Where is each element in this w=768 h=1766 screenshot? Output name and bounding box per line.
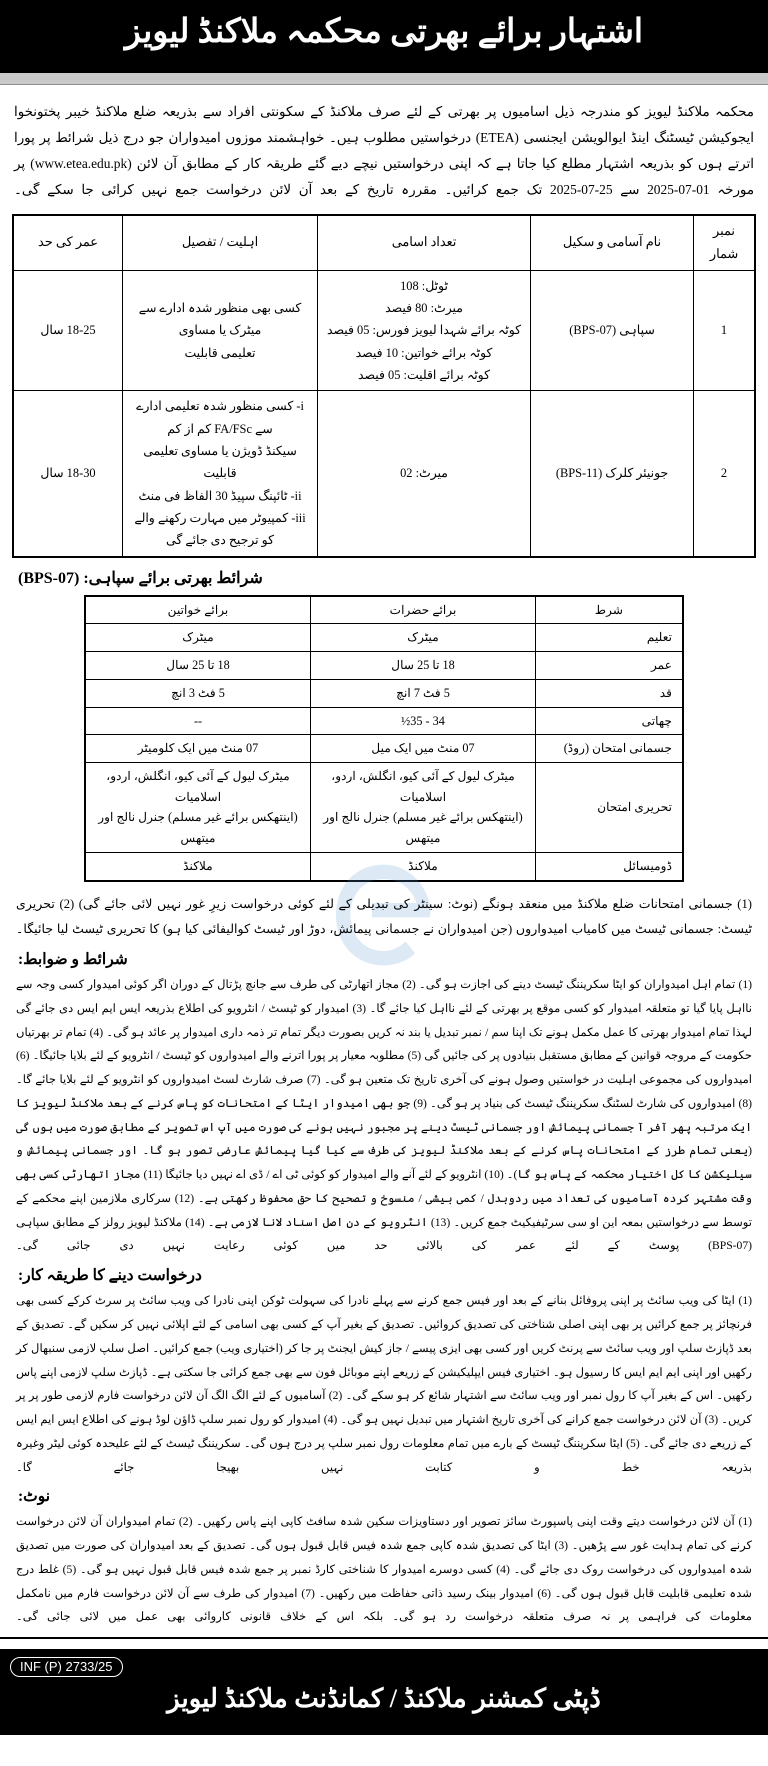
- condition-men-value: 34 - 35½: [311, 707, 536, 735]
- condition-men-value: ملاکنڈ: [311, 852, 536, 880]
- document-body: [0, 85, 768, 1629]
- terms-body: [16, 973, 752, 1258]
- condition-label: قد: [536, 679, 684, 707]
- conditions-table: [84, 595, 684, 882]
- conditions-heading: شرائط بھرتی برائے سپاہی: (BPS-07): [18, 569, 263, 587]
- condition-men-value: 18 تا 25 سال: [311, 652, 536, 680]
- row-eligibility: [123, 270, 318, 391]
- condition-label: جسمانی امتحان (روڈ): [536, 735, 684, 763]
- condition-women-value: 07 منٹ میں ایک کلومیٹر: [85, 735, 311, 763]
- note-text: (1) آن لائن درخواست دیتے وقت اپنی پاسپورٹ سائز تصویر اور دستاویزات سکین شدہ سافٹ کاپی اپنے پاس رکھیں۔ (2) تمام امیدواران آن لائن درخواست کرنے کی تمام ہدایت غور سے پڑھیں۔ (3) ایٹا کی تصدیق شدہ کاپی جمع شدہ فیس قابل قبول ہوں گی۔ تصدیق کے بعد امیدواران کی صورت میں تصدیق شدہ امیدواروں کی درخواست روک دی جائے گی۔ (4) کسی دوسرے امیدوار کا شناختی کارڈ نمبر پر جمع شدہ فیس قابل قبول نہیں ہو گی۔ (5) غلط درج شدہ تعلیمی قابلیت قابل قبول ہوں گی۔ (6) امیدوار بینک رسید ذاتی حفاظت میں رکھیں۔ (7) امیدوار کی طرف سے آن لائن درخواست فارم میں نامکمل معلومات کی فراہمی پر نہ صرف متعلقہ درخواست رد ہو گی۔ بلکہ اس کے خلاف قانونی کاروائی بھی عمل میں لائی جائی گی۔: [16, 1515, 752, 1624]
- row-serial: 1: [694, 270, 756, 391]
- note-body: [16, 1510, 752, 1629]
- row-age-limit: 18-30 سال: [13, 391, 123, 557]
- header-divider: [0, 72, 768, 85]
- vacancy-line: کوٹہ برائے شہدا لیویز فورس: 05 فیصد: [326, 323, 521, 338]
- table-row: [85, 652, 683, 680]
- row-post-name: جونیئر کلرک (BPS-11): [531, 391, 694, 557]
- column-header-eligibility: اہلیت / تفصیل: [123, 215, 318, 271]
- table-row: [85, 762, 683, 852]
- condition-label: تعلیم: [536, 624, 684, 652]
- table-row: [13, 391, 755, 557]
- written-men-line: میٹرک لیول کے آئی کیو، انگلش، اردو، اسلامیات: [331, 768, 515, 804]
- row-serial: 2: [694, 391, 756, 557]
- posts-table-header-row: [13, 215, 755, 271]
- row-post-name: سپاہی (BPS-07): [531, 270, 694, 391]
- column-header-women: برائے خواتین: [85, 596, 311, 624]
- test-notes: (1) جسمانی امتحانات ضلع ملاکنڈ میں منعقد ہونگے (نوٹ: سینٹر کی تبدیلی کے لئے کوئی درخواست زیرِ غور نہیں لائی جائے گی) (2) تحریری ٹیسٹ: جسمانی ٹیسٹ میں کامیاب امیدواروں (جن امیدواران نے جسمانی پیمائش، دوڑ اور ٹیسٹ کوالیفائی کیا ہو) کا تحریری ٹیسٹ لیا جائیگا۔: [16, 896, 752, 936]
- page-title: اشتہار برائے بھرتی محکمہ ملاکنڈ لیویز: [124, 14, 644, 51]
- written-women-line: (اینتھکس برائے غیر مسلم) جنرل نالج اور میتھس: [98, 810, 298, 846]
- row-vacancy-count: [318, 270, 531, 391]
- procedure-heading: درخواست دینے کا طریقہ کار:: [18, 1267, 202, 1285]
- written-women-line: میٹرک لیول کے آئی کیو، انگلش، اردو، اسلامیات: [106, 768, 290, 804]
- column-header-age-limit: عمر کی حد: [13, 215, 123, 271]
- table-row: [85, 679, 683, 707]
- table-row: [85, 852, 683, 880]
- column-header-condition: شرط: [536, 596, 684, 624]
- vacancy-line: میرٹ: 02: [400, 466, 448, 481]
- column-header-post-name: نام آسامی و سکیل: [531, 215, 694, 271]
- vacancy-line: کوٹہ برائے خواتین: 10 فیصد: [355, 345, 493, 360]
- row-age-limit: 18-25 سال: [13, 270, 123, 391]
- condition-men-value: 5 فٹ 7 انچ: [311, 679, 536, 707]
- row-eligibility: [123, 391, 318, 557]
- condition-women-value: 18 تا 25 سال: [85, 652, 311, 680]
- condition-women-value: ملاکنڈ: [85, 852, 311, 880]
- condition-women-value: میٹرک: [85, 624, 311, 652]
- eligibility-line: کسی بھی منظور شدہ ادارے سے میٹرک یا مساوی: [138, 300, 302, 338]
- row-vacancy-count: [318, 391, 531, 557]
- eligibility-line: تعلیمی قابلیت: [184, 345, 256, 360]
- written-men-line: (اینتھکس برائے غیر مسلم) جنرل نالج اور میتھس: [323, 810, 523, 846]
- inf-number-badge: INF (P) 2733/25: [10, 1657, 123, 1677]
- table-row: [13, 270, 755, 391]
- condition-men-value: [311, 762, 536, 852]
- condition-label: ڈومیسائل: [536, 852, 684, 880]
- eligibility-line: ii- ٹائپنگ سپیڈ 30 الفاظ فی منٹ: [138, 488, 302, 503]
- eligibility-line: i- کسی منظور شدہ تعلیمی ادارے سے FA/FSc کم از کم: [136, 399, 304, 436]
- conditions-table-wrapper: [12, 595, 756, 882]
- column-header-serial: نمبر شمار: [694, 215, 756, 271]
- footer-divider: [0, 1637, 768, 1639]
- page-footer: [0, 1649, 768, 1735]
- condition-label: عمر: [536, 652, 684, 680]
- table-row: [85, 707, 683, 735]
- table-row: [85, 735, 683, 763]
- column-header-men: برائے حضرات: [311, 596, 536, 624]
- note-heading: نوٹ:: [18, 1488, 51, 1506]
- vacancy-line: ٹوٹل: 108: [400, 278, 448, 293]
- eligibility-line: سیکنڈ ڈویژن یا مساوی تعلیمی قابلیت: [143, 443, 297, 481]
- eligibility-line: iii- کمپیوٹر میں مہارت رکھنے والے کو ترجیح دی جائے گی: [134, 510, 306, 548]
- column-header-vacancy-count: تعداد اسامی: [318, 215, 531, 271]
- intro-paragraph: محکمہ ملاکنڈ لیویز کو مندرجہ ذیل اسامیوں پر بھرتی کے لئے صرف ملاکنڈ کے سکونتی افراد سے بذریعہ ضلع ملاکنڈ خیبر پختونخوا ایجوکیشن ٹیسٹنگ اینڈ ایوالویشن ایجنسی (ETEA) درخواستیں مطلوب ہیں۔ خواہشمند موزوں امیدواران جو درج ذیل شرائط پر پورا اترتے ہوں کو بذریعہ اشتہار مطلع کیا جاتا ہے کہ اپنی درخواستیں نیچے دیے گئے طریقہ کار کے مطابق آن لائن (www.etea.edu.pk) پر مورخہ 01-07-2025 سے 25-07-2025 تک جمع کرائیں۔ مقررہ تاریخ کے بعد آن لائن درخواست جمع نہیں کرائی جا سکے گی۔: [14, 104, 754, 198]
- signatory-title: ڈپٹی کمشنر ملاکنڈ / کمانڈنٹ ملاکنڈ لیویز: [167, 1684, 601, 1714]
- condition-label: چھاتی: [536, 707, 684, 735]
- page-masthead: [0, 0, 768, 72]
- procedure-body: [16, 1289, 752, 1479]
- procedure-text: (1) ایٹا کی ویب سائٹ پر اپنی پروفائل بنانے کے بعد اور فیس جمع کرنے سے پہلے نادرا کی سہولت ٹوکن اپنی نادرا کی ویب سائٹ پر سرٹ کرکے کسی بھی فرنچائز پر جمع کرائیں پر بھی اپنی اصلی شناختی کی تصدیق کروائیں۔ تصدیق کے بغیر آپ کے کسی بھی اسامی کے لئے اپلائی نہیں کر سکیں گے۔ تصدیق کے بعد ڈپازٹ سلپ اور ویب سائٹ سے پرنٹ کریں اور کسی بھی ایزی پیسے / جاز کیش ایجنٹ پر جا کر (اختیاری ویب) جمع کرائیں۔ اصل سلپ لازمی سنبھال کر رکھیں اور اپنی ایم ایم ایس کا رسیول ہو۔ اختیاری فیس ایپلیکیشن کے زریعے اپنے موبائل فون سے بھی جمع کرائی جا سکتی ہے۔ ڈپازٹ سلپ لازمی اپنے پاس رکھیں۔ اس کے بغیر آپ کا رول نمبر اور ویب سائٹ سے اشتہار شائع کر ہو سکے گی۔ (2) آسامیوں کے لئے الگ الگ آن لائن درخواست فارم لازمی طور پر پر کریں۔ (3) آن لائن درخواست جمع کرانے کی آخری تاریخ اشتہار میں تبدیل نہیں ہو گی۔ (4) امیدوار کو رول نمبر سلپ ڈاؤن لوڈ ہونے کی اطلاع ایس ایم ایس کے زریعے دی جائے گی۔ (5) ایٹا سکریننگ ٹیسٹ کے بارے میں تمام معلومات رول نمبر سلپ پر درج ہوں گی۔ سکریننگ ٹیسٹ کے لئے علیحدہ کوئی لیٹر وغیرہ بذریعہ خط و کتابت نہیں بھیجا جائے گا۔: [16, 1294, 752, 1474]
- condition-men-value: 07 منٹ میں ایک میل: [311, 735, 536, 763]
- condition-men-value: میٹرک: [311, 624, 536, 652]
- posts-table: [12, 214, 756, 558]
- conditions-header-row: [85, 596, 683, 624]
- condition-women-value: [85, 762, 311, 852]
- condition-label: تحریری امتحان: [536, 762, 684, 852]
- table-row: [85, 624, 683, 652]
- condition-women-value: 5 فٹ 3 انچ: [85, 679, 311, 707]
- vacancy-line: کوٹہ برائے اقلیت: 05 فیصد: [358, 367, 490, 382]
- condition-women-value: --: [85, 707, 311, 735]
- terms-heading: شرائط و ضوابط:: [18, 951, 128, 969]
- terms-text: (1) تمام اہل امیدواران کو ایٹا سکریننگ ٹیسٹ دینے کی اجازت ہو گی۔ (2) مجاز اتھارٹی کی طرف سے جانچ پڑتال کے دوران اگر کوئی امیدوار کسی وجہ سے نااہل پایا گیا تو متعلقہ امیدوار کو کسی موقع پر بھرتی کے لئے نااہل کیا جائے گا۔ (3) امیدوار کو ٹیسٹ / انٹرویو کی اطلاع بذریعہ ایس ایم ایس دی جائے گی لہذا تمام امیدوار بھرتی کا عمل مکمل ہونے تک اپنا سم / نمبر تبدیل یا بند نہ کریں بصورت دیگر تمام تر ذمہ داری امیدوار پر عائد ہو گی۔ (4) تمام تر بھرتیاں حکومت کے مروجہ قوانین کے مطابق مستقبل بنیادوں پر کی جائیں گی (5) مطلوبہ معیار پر پورا اترنے والے امیدواروں کو ٹیسٹ / انٹرویو کے لئے بلایا جائیگا۔ (6) امیدواروں کی مجموعی اہلیت در خواستیں وصول ہونے کی آخری تاریخ تک متعین ہو گی۔ (7) صرف شارٹ لسٹ امیدواروں کو انٹرویو کے لئے بلایا جائے گا۔ (8) امیدواروں کی شارٹ لسٹنگ سکریننگ ٹیسٹ کی بنیاد پر ہو گی۔ (9) جو بھی امیدوار ایٹا کے امتحانات کو پاس کرنے کے بعد ملاکنڈ لیویز کا ایک مرتبہ پھر آفر آ جسمانی پیمائش اور جسمانی ٹیسٹ دینے پر مجبور نہیں ہونے کی صورت میں آپ اس تصویر کے مطابق صورت میں ہوں گی (یعنی تمام طرز کے امتحانات پاس کرنے کے بعد ملاکنڈ لیویز کی طرف سے کیا گیا پیمائش عارضی تصور ہو گا۔ اور جسمانی پیمائش و سیلیکشن کا کل اختیار محکمہ کے پاس ہو گا)۔ (10) انٹرویو کے لئے آنے والے امیدوار کو کوئی ٹی اے / ڈی اے نہیں دیا جائیگا (11) مجاز اتھارٹی کسی بھی وقت مشتہر کردہ آسامیوں کی تعداد میں ردوبدل / کمی بیشی / منسوخ و تصحیح کا حق محفوظ رکھتی ہے۔ (12) سرکاری ملازمین اپنے محکمے کے توسط سے درخواستیں بمعہ این او سی سرٹیفیکیٹ جمع کریں۔ (13) انٹرویو کے دن اصل اسناد لانا لازمی ہے۔ (14) ملاکنڈ لیویز رولز کے مطابق سپاہی (BPS-07) پوسٹ کے لئے عمر کی بالائی حد میں کوئی رعایت نہیں دی جائی گی۔: [16, 978, 753, 1253]
- vacancy-line: میرٹ: 80 فیصد: [385, 300, 463, 315]
